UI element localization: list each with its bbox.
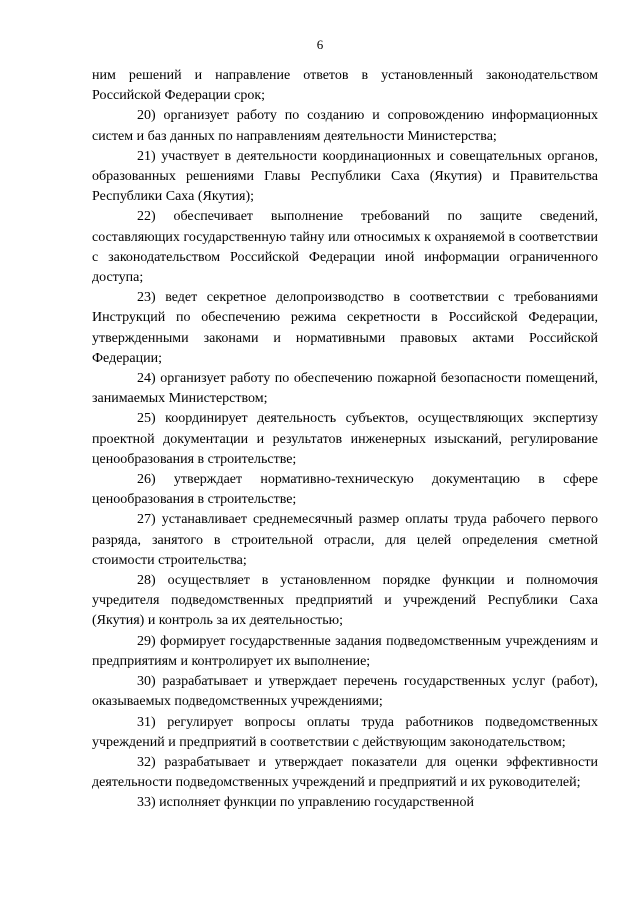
list-item-23: 23) ведет секретное делопроизводство в соответствии с требованиями Инструкций по обеспечению режима секретности в Российской Федерации, утвержденными законами и нормативными правовых актами Российской Федерации; [92,290,598,366]
paragraph-continuation: ним решений и направление ответов в установленный законодательством Российской Федерации срок; [92,68,598,104]
list-item-22: 22) обеспечивает выполнение требований по защите сведений, составляющих государственную тайну или относимых к охраняемой в соответствии с законодательством Российской Федерации иной информации ограниченного доступа; [92,209,598,286]
list-item-21: 21) участвует в деятельности координационных и совещательных органов, образованных решениями Главы Республики Саха (Якутия) и Правительства Республики Саха (Якутия); [92,148,598,205]
list-item-24: 24) организует работу по обеспечению пожарной безопасности помещений, занимаемых Министерством; [92,371,598,407]
page-number: 6 [316,37,324,52]
list-item-30: 30) разрабатывает и утверждает перечень государственных услуг (работ), оказываемых подведомственных учреждениями; [92,674,598,710]
list-item-25: 25) координирует деятельность субъектов, осуществляющих экспертизу проектной документации и результатов инженерных изысканий, регулирование ценообразования в строительстве; [92,411,598,467]
list-item-27: 27) устанавливает среднемесячный размер оплаты труда рабочего первого разряда, занятого в строительной отрасли, для целей определения сметной стоимости строительства; [92,512,598,568]
document-body [92,66,598,814]
list-item-33: 33) исполняет функции по управлению государственной [137,795,474,811]
list-item-31: 31) регулирует вопросы оплаты труда работников подведомственных учреждений и предприятий в соответствии с действующим законодательством; [92,714,598,750]
list-item-28: 28) осуществляет в установленном порядке функции и полномочия учредителя подведомственных предприятий и учреждений Республики Саха (Якутия) и контроль за их деятельностью; [92,573,598,629]
list-item-29: 29) формирует государственные задания подведомственным учреждениям и предприятиям и контролирует их выполнение; [92,633,598,669]
list-item-20: 20) организует работу по созданию и сопровождению информационных систем и баз данных по направлениям деятельности Министерства; [92,108,598,144]
list-item-26: 26) утверждает нормативно-техническую документацию в сфере ценообразования в строительстве; [92,472,598,508]
list-item-32: 32) разрабатывает и утверждает показатели для оценки эффективности деятельности подведомственных учреждений и предприятий и их руководителей; [92,754,598,791]
